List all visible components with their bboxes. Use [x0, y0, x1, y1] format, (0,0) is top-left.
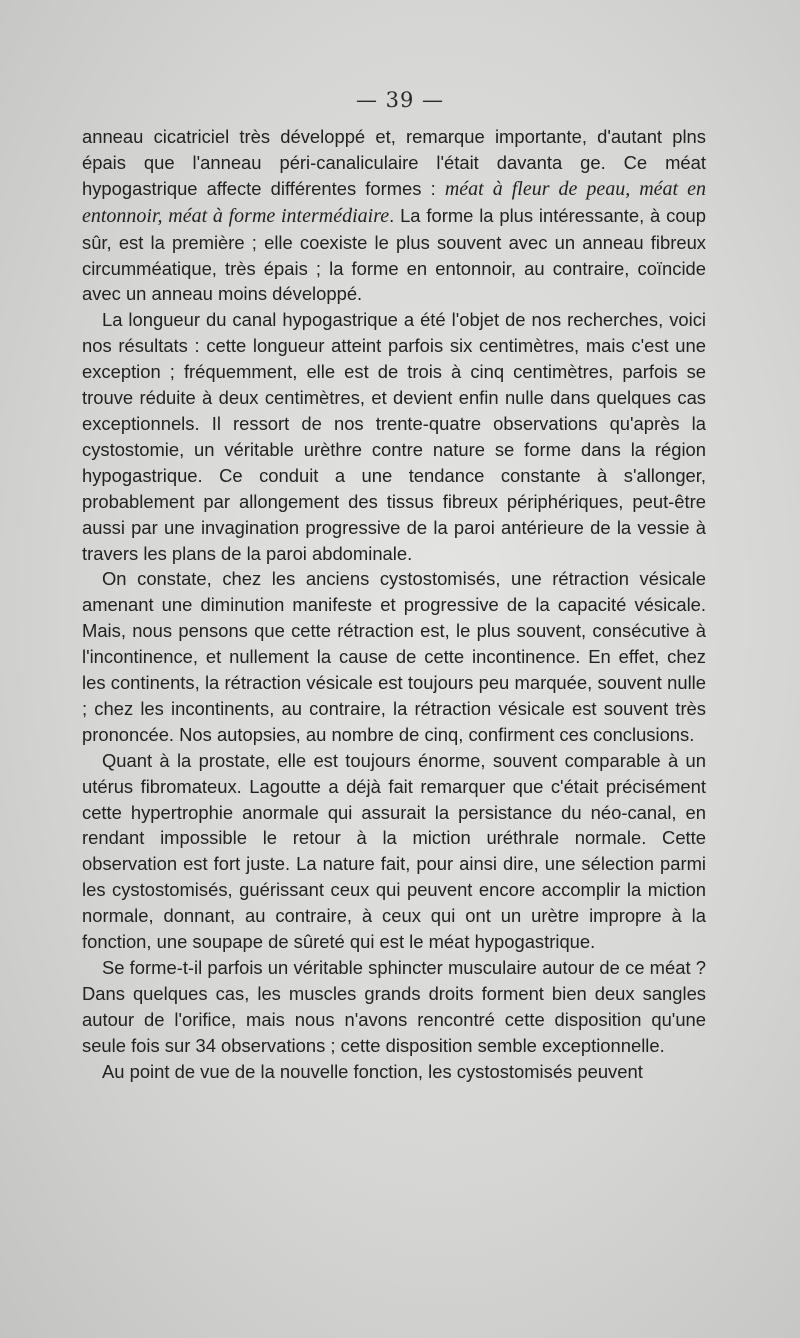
text-run: On constate, chez les anciens cystostomisés, une rétraction vésicale amenant une diminution manifeste et progressive de la capacité vésicale. Mais, nous pensons que cette rétraction est, le plus souvent, consécutive à l'incontinence, et nullement la cause de cette incontinence. En effet, chez les continents, la rétraction vésicale est toujours peu marquée, souvent nulle ; chez les incontinents, au contraire, la rétraction vésicale est souvent très prononcée. Nos autopsies, au nombre de cinq, confirment ces conclusions. — [82, 568, 706, 745]
paragraph — [82, 1059, 706, 1085]
paragraph — [82, 566, 706, 747]
text-run: anneau cicatriciel très développé et, remarque importante, d'autant plns épais que l'anneau péri-canaliculaire l'était davanta ge. Ce méat hypogastrique affecte différentes formes : — [82, 126, 706, 199]
text-run: Au point de vue de la nouvelle fonction, les cystostomisés peuvent — [102, 1060, 643, 1082]
body-text — [82, 124, 706, 1085]
italic-run: méat à fleur de peau, méat en entonnoir, méat à forme intermédiaire — [82, 177, 706, 227]
text-run: Quant à la prostate, elle est toujours énorme, souvent comparable à un utérus fibromateux. Lagoutte a déjà fait remarquer que c'était précisément cette hypertrophie anormale qui assurait la persistance du néo-canal, en rendant impossible le retour à la miction uréthrale normale. Cette observation est fort juste. La nature fait, pour ainsi dire, une sélection parmi les cystostomisés, guérissant ceux qui peuvent encore accomplir la miction normale, donnant, au contraire, à ceux qui ont un urètre impropre à la fonction, une soupape de sûreté qui est le méat hypogastrique. — [82, 749, 706, 953]
paragraph — [82, 124, 706, 307]
text-run: La longueur du canal hypogastrique a été l'objet de nos recherches, voici nos résultats : cette longueur atteint parfois six centimètres, mais c'est une exception ; fréquemment, elle est de trois à cinq centimètres, parfois se trouve réduite à deux centimètres, et devient enfin nulle dans quelques cas exceptionnels. Il ressort de nos trente-quatre observations qu'après la cystostomie, un véritable urèthre contre nature se forme dans la région hypogastrique. Ce conduit a une tendance constante à s'allonger, probablement par allongement des tissus fibreux périphériques, peut-être aussi par une invagination progressive de la paroi antérieure de la vessie à travers les plans de la paroi abdominale. — [82, 309, 706, 564]
paragraph — [82, 307, 706, 566]
paragraph — [82, 955, 706, 1059]
text-run: Se forme-t-il parfois un véritable sphincter musculaire autour de ce méat ? Dans quelques cas, les muscles grands droits forment bien deux sangles autour de l'orifice, mais nous n'avons rencontré cette disposition qu'une seule fois sur 34 observations ; cette disposition semble exceptionnelle. — [82, 957, 706, 1056]
paragraph — [82, 748, 706, 955]
text-run: . La forme la plus intéressante, à coup sûr, est la première ; elle coexiste le plus souvent avec un anneau fibreux circumméatique, très épais ; la forme en entonnoir, au contraire, coïncide avec un anneau moins développé. — [82, 204, 707, 305]
page-number: — 39 — — [355, 88, 445, 112]
